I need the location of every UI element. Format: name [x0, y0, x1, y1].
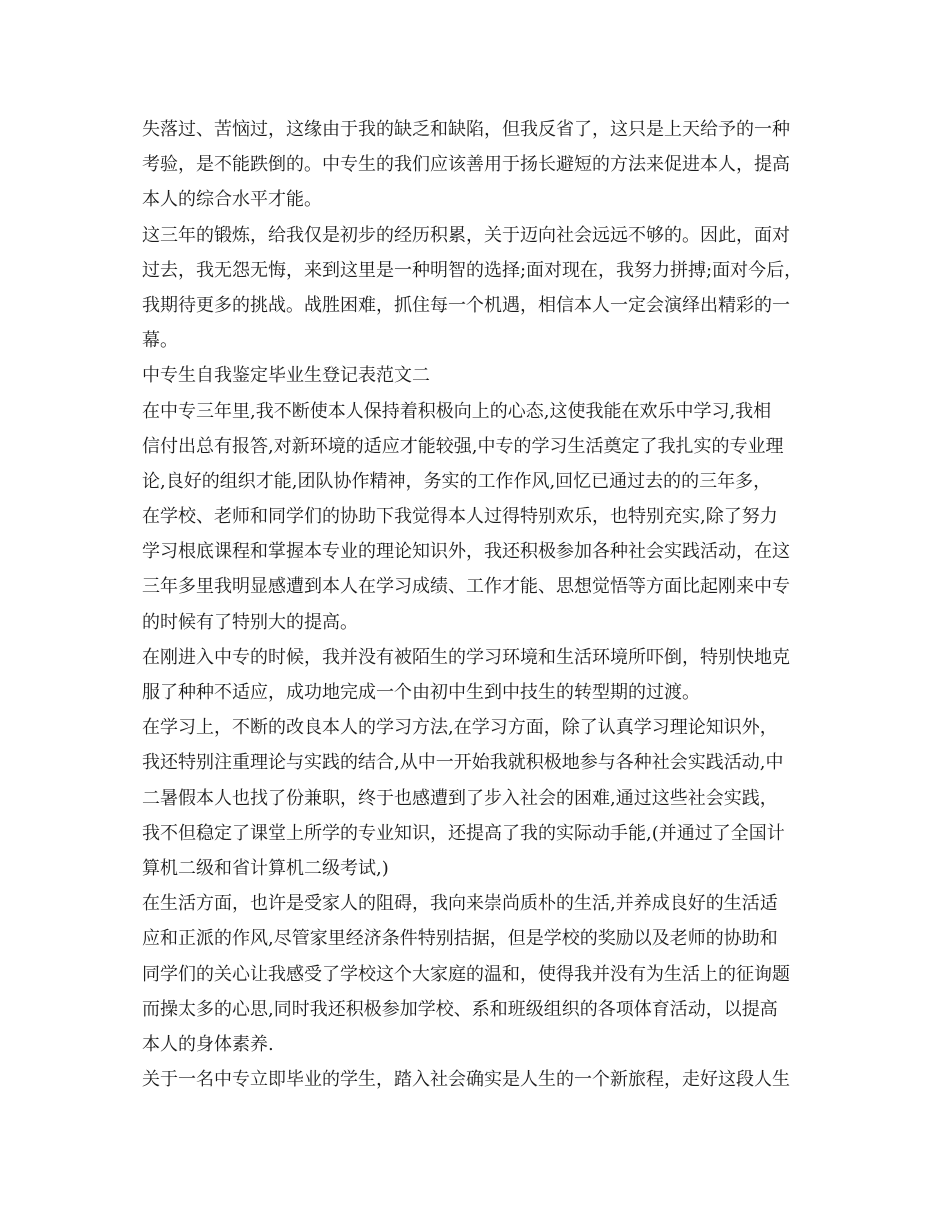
text-line: 在中专三年里,我不断使本人保持着积极向上的心态,这使我能在欢乐中学习,我相 — [142, 400, 772, 422]
document-body — [142, 112, 818, 1097]
text-line: 考验，是不能跌倒的。中专生的我们应该善用于扬长避短的方法来促进本人，提高 — [142, 154, 790, 176]
text-line: 三年多里我明显感遭到本人在学习成绩、工作才能、思想觉悟等方面比起刚来中专 — [142, 576, 790, 598]
text-line: 幕。 — [142, 330, 178, 352]
text-line: 而操太多的心思,同时我还积极参加学校、系和班级组织的各项体育活动，以提高 — [142, 998, 778, 1020]
text-line: 论,良好的组织才能,团队协作精神，务实的工作作风,回忆已通过去的的三年多， — [142, 470, 772, 492]
text-line: 在生活方面，也许是受家人的阻碍，我向来崇尚质朴的生活,并养成良好的生活适 — [142, 893, 778, 915]
text-line: 关于一名中专立即毕业的学生，踏入社会确实是人生的一个新旅程，走好这段人生 — [142, 1069, 790, 1091]
text-line: 信付出总有报答,对新环境的适应才能较强,中专的学习生活奠定了我扎实的专业理 — [142, 435, 784, 457]
text-line: 我还特别注重理论与实践的结合,从中一开始我就积极地参与各种社会实践活动,中 — [142, 752, 784, 774]
text-line: 的时候有了特别大的提高。 — [142, 611, 358, 633]
text-line: 本人的综合水平才能。 — [142, 189, 322, 211]
text-line: 在学校、老师和同学们的协助下我觉得本人过得特别欢乐，也特别充实,除了努力 — [142, 506, 778, 528]
text-line: 服了种种不适应，成功地完成一个由初中生到中技生的转型期的过渡。 — [142, 682, 700, 703]
text-line: 过去，我无怨无悔，来到这里是一种明智的选择;面对现在，我努力拼搏;面对今后， — [142, 259, 803, 281]
text-line: 我不但稳定了课堂上所学的专业知识，还提高了我的实际动手能,(并通过了全国计 — [142, 822, 785, 844]
text-line: 失落过、苦恼过，这缘由于我的缺乏和缺陷，但我反省了，这只是上天给予的一种 — [142, 119, 790, 140]
text-line: 在刚进入中专的时候，我并没有被陌生的学习环境和生活环境所吓倒，特别快地克 — [142, 646, 790, 668]
text-line: 学习根底课程和掌握本专业的理论知识外，我还积极参加各种社会实践活动，在这 — [142, 541, 790, 563]
text-line: 应和正派的作风,尽管家里经济条件特别拮据，但是学校的奖励以及老师的协助和 — [142, 928, 778, 950]
text-line: 二暑假本人也找了份兼职，终于也感遭到了步入社会的困难,通过这些社会实践， — [142, 787, 778, 809]
section-heading: 中专生自我鉴定毕业生登记表范文二 — [142, 365, 430, 387]
text-line: 这三年的锻炼，给我仅是初步的经历积累，关于迈向社会远远不够的。因此，面对 — [142, 224, 790, 246]
text-line: 我期待更多的挑战。战胜困难，抓住每一个机遇，相信本人一定会演绎出精彩的一 — [142, 294, 790, 316]
text-line: 在学习上，不断的改良本人的学习方法,在学习方面，除了认真学习理论知识外， — [142, 717, 778, 739]
text-line: 算机二级和省计算机二级考试,) — [142, 857, 389, 879]
text-line: 本人的身体素养. — [142, 1033, 274, 1055]
text-line: 同学们的关心让我感受了学校这个大家庭的温和，使得我并没有为生活上的征询题 — [142, 963, 790, 985]
